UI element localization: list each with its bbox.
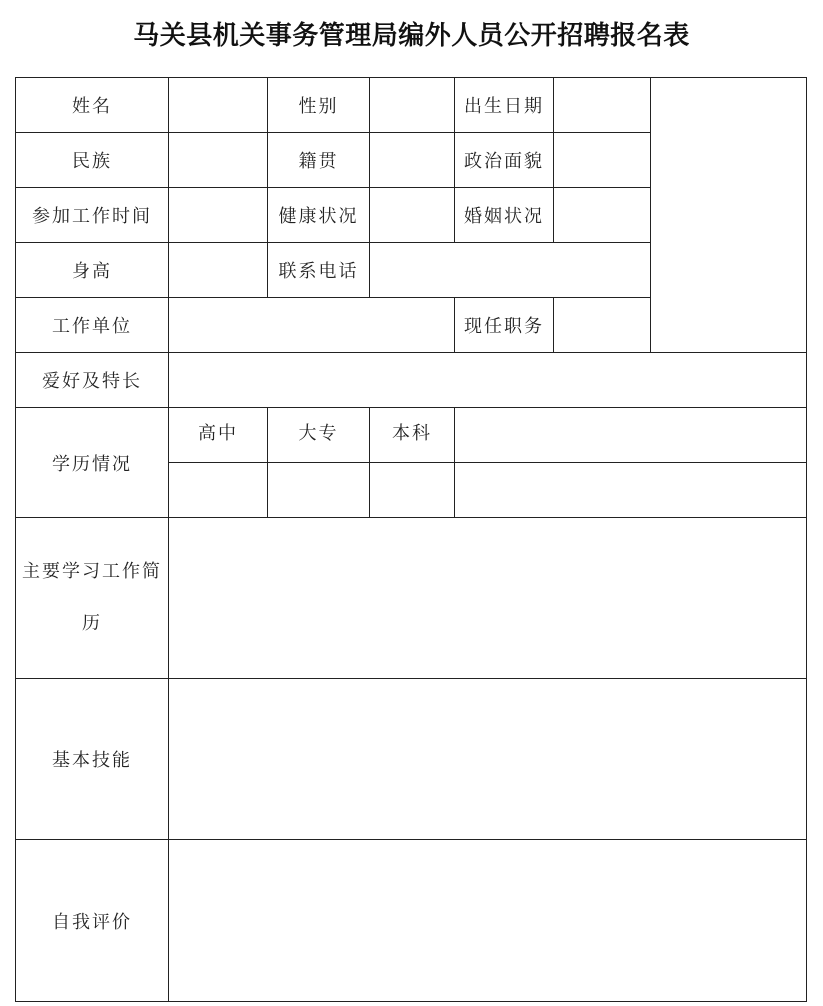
photo-area[interactable] xyxy=(651,78,807,353)
political-status-field[interactable] xyxy=(554,133,651,188)
name-label: 姓名 xyxy=(16,78,169,133)
hobbies-field[interactable] xyxy=(169,353,807,408)
gender-field[interactable] xyxy=(370,78,455,133)
ethnicity-label: 民族 xyxy=(16,133,169,188)
resume-label: 主要学习工作简历 xyxy=(16,518,169,679)
skills-label: 基本技能 xyxy=(16,679,169,840)
ethnicity-field[interactable] xyxy=(169,133,268,188)
health-field[interactable] xyxy=(370,188,455,243)
native-place-field[interactable] xyxy=(370,133,455,188)
gender-label: 性别 xyxy=(268,78,370,133)
phone-label: 联系电话 xyxy=(268,243,370,298)
edu-junior-college-label: 大专 xyxy=(268,408,370,463)
edu-bachelor-field[interactable] xyxy=(370,463,455,518)
position-field[interactable] xyxy=(554,298,651,353)
edu-extra-field[interactable] xyxy=(455,463,807,518)
height-field[interactable] xyxy=(169,243,268,298)
edu-extra-header-cell[interactable] xyxy=(455,408,807,463)
work-start-field[interactable] xyxy=(169,188,268,243)
resume-field[interactable] xyxy=(169,518,807,679)
marital-field[interactable] xyxy=(554,188,651,243)
self-eval-field[interactable] xyxy=(169,840,807,1002)
birth-date-label: 出生日期 xyxy=(455,78,554,133)
edu-bachelor-label: 本科 xyxy=(370,408,455,463)
registration-form-table xyxy=(15,77,807,1002)
skills-field[interactable] xyxy=(169,679,807,840)
form-title: 马关县机关事务管理局编外人员公开招聘报名表 xyxy=(133,21,690,51)
health-label: 健康状况 xyxy=(268,188,370,243)
hobbies-label: 爱好及特长 xyxy=(16,353,169,408)
name-field[interactable] xyxy=(169,78,268,133)
native-place-label: 籍贯 xyxy=(268,133,370,188)
employer-field[interactable] xyxy=(169,298,455,353)
birth-date-field[interactable] xyxy=(554,78,651,133)
political-status-label: 政治面貌 xyxy=(455,133,554,188)
marital-label: 婚姻状况 xyxy=(455,188,554,243)
height-label: 身高 xyxy=(16,243,169,298)
phone-field[interactable] xyxy=(370,243,651,298)
work-start-label: 参加工作时间 xyxy=(16,188,169,243)
edu-junior-college-field[interactable] xyxy=(268,463,370,518)
self-eval-label: 自我评价 xyxy=(16,840,169,1002)
position-label: 现任职务 xyxy=(455,298,554,353)
education-label: 学历情况 xyxy=(16,408,169,518)
edu-high-school-field[interactable] xyxy=(169,463,268,518)
edu-high-school-label: 高中 xyxy=(169,408,268,463)
employer-label: 工作单位 xyxy=(16,298,169,353)
